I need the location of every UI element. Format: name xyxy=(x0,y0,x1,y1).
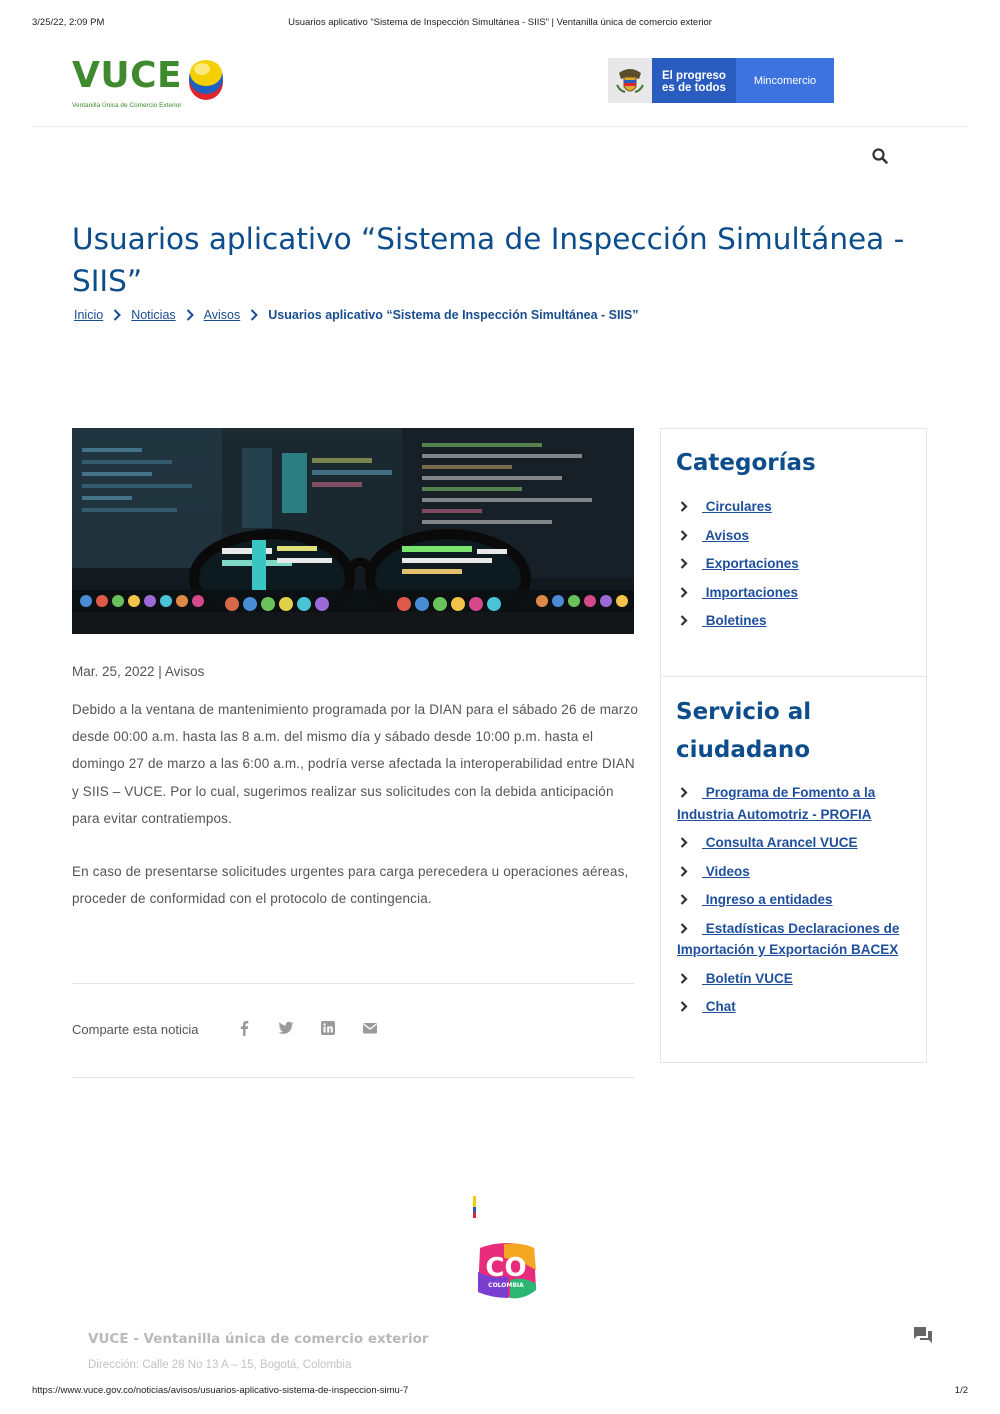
service-link-entidades[interactable]: Ingreso a entidades xyxy=(702,892,833,907)
citizen-service-list xyxy=(677,782,919,1025)
chat-icon xyxy=(912,1325,934,1345)
search-button[interactable] xyxy=(870,146,890,166)
share-email-button[interactable] xyxy=(362,1020,378,1036)
service-item xyxy=(677,782,919,825)
chevron-right-icon xyxy=(680,587,688,598)
logo-subtitle: Ventanilla Única de Comercio Exterior xyxy=(72,102,182,109)
category-link-importaciones[interactable]: Importaciones xyxy=(702,584,799,600)
chevron-right-icon xyxy=(680,530,688,541)
service-item xyxy=(677,918,919,961)
service-item xyxy=(677,968,919,990)
service-link-profia[interactable]: Programa de Fomento a la Industria Automotriz - PROFIA xyxy=(677,785,876,822)
chevron-right-icon xyxy=(680,558,688,569)
sidebar-divider xyxy=(660,676,927,677)
citizen-service-title: Servicio al ciudadano xyxy=(676,699,812,763)
chevron-right-icon xyxy=(250,309,258,321)
breadcrumb-home[interactable]: Inicio xyxy=(74,308,104,322)
service-item xyxy=(677,861,919,883)
service-link-chat[interactable]: Chat xyxy=(702,999,736,1014)
logo-emblem-icon xyxy=(186,56,226,104)
service-item xyxy=(677,889,919,911)
article-paragraph: En caso de presentarse solicitudes urgentes para carga perecedera u operaciones aéreas, proceder de conformidad con el protocolo de contingencia. xyxy=(72,864,629,907)
ministry-label: Mincomercio xyxy=(736,58,834,103)
chevron-right-icon xyxy=(680,787,688,798)
chevron-right-icon xyxy=(680,1001,688,1012)
print-page-number: 1/2 xyxy=(954,1385,968,1396)
search-icon xyxy=(870,146,890,166)
category-item xyxy=(677,582,919,604)
chevron-right-icon xyxy=(680,837,688,848)
share-label: Comparte esta noticia xyxy=(72,1022,199,1037)
flag-stripe xyxy=(473,1196,476,1218)
chevron-right-icon xyxy=(186,309,194,321)
gov-slogan xyxy=(652,58,736,103)
colombia-co-logo xyxy=(474,1240,538,1302)
share-divider-top xyxy=(72,983,634,984)
footer-site-name: VUCE - Ventanilla única de comercio exterior xyxy=(88,1331,429,1347)
share-twitter-button[interactable] xyxy=(278,1020,294,1036)
breadcrumb-notices[interactable]: Avisos xyxy=(203,308,241,322)
category-item xyxy=(677,496,919,518)
footer-address: Dirección: Calle 28 No 13 A – 15, Bogotá, Colombia xyxy=(88,1359,352,1371)
print-url: https://www.vuce.gov.co/noticias/avisos/usuarios-aplicativo-sistema-de-inspeccion-simu-7 xyxy=(32,1385,409,1396)
vuce-logo[interactable] xyxy=(72,56,232,108)
share-facebook-button[interactable] xyxy=(236,1020,252,1036)
chevron-right-icon xyxy=(680,894,688,905)
category-link-exportaciones[interactable]: Exportaciones xyxy=(702,556,799,571)
gov-slogan-line-2: es de todos xyxy=(662,82,726,94)
categories-title: Categorías xyxy=(676,450,816,476)
chevron-right-icon xyxy=(680,615,688,626)
chat-widget-button[interactable] xyxy=(912,1325,934,1345)
category-link-avisos[interactable]: Avisos xyxy=(702,527,750,543)
chevron-right-icon xyxy=(680,501,688,512)
share-linkedin-button[interactable] xyxy=(320,1020,336,1036)
post-meta: Mar. 25, 2022 | Avisos xyxy=(72,664,205,679)
service-link-bacex[interactable]: Estadísticas Declaraciones de Importación y Exportación BACEX xyxy=(677,920,900,957)
chevron-right-icon xyxy=(680,973,688,984)
chevron-right-icon xyxy=(680,923,688,934)
share-divider-bottom xyxy=(72,1077,634,1078)
co-logo-text: CO xyxy=(485,1253,527,1283)
print-datetime: 3/25/22, 2:09 PM xyxy=(32,17,105,28)
category-link-boletines[interactable]: Boletines xyxy=(702,613,767,628)
service-item xyxy=(677,832,919,854)
categories-list xyxy=(677,496,919,639)
article-hero-image xyxy=(72,428,634,634)
service-link-videos[interactable]: Videos xyxy=(702,863,750,879)
breadcrumb xyxy=(72,308,639,322)
breadcrumb-current: Usuarios aplicativo “Sistema de Inspección Simultánea - SIIS” xyxy=(268,308,639,322)
coat-of-arms-icon xyxy=(608,58,652,103)
service-link-boletin[interactable]: Boletín VUCE xyxy=(702,970,793,986)
co-logo-subtext: COLOMBIA xyxy=(488,1282,524,1289)
facebook-icon xyxy=(236,1020,252,1036)
service-item xyxy=(677,996,919,1018)
envelope-icon xyxy=(362,1020,378,1036)
print-page-title: Usuarios aplicativo “Sistema de Inspección Simultánea - SIIS” | Ventanilla única de comercio exterior xyxy=(288,17,712,28)
header-divider xyxy=(32,126,968,127)
logo-wordmark: VUCE xyxy=(72,55,183,96)
category-item xyxy=(677,610,919,632)
linkedin-icon xyxy=(320,1020,336,1036)
gov-slogan-line-1: El progreso xyxy=(662,70,726,82)
government-banner[interactable] xyxy=(608,58,834,103)
article-paragraph: Debido a la ventana de mantenimiento programada por la DIAN para el sábado 26 de marzo desde 00:00 a.m. hasta las 8 a.m. del mismo día y sábado desde 10:00 p.m. hasta el domingo 27 de marzo a las 6:00 a.m., podría verse afectada la interoperabilidad entre DIAN y SIIS – VUCE. Por lo cual, sugerimos realizar sus solicitudes con la debida anticipación para evitar contratiempos. xyxy=(72,702,638,826)
chevron-right-icon xyxy=(113,309,121,321)
category-item xyxy=(677,553,919,575)
twitter-icon xyxy=(278,1020,294,1036)
category-link-circulares[interactable]: Circulares xyxy=(702,499,772,514)
breadcrumb-news[interactable]: Noticias xyxy=(131,308,176,322)
chevron-right-icon xyxy=(680,866,688,877)
page-title: Usuarios aplicativo “Sistema de Inspección Simultánea - SIIS” xyxy=(72,222,905,298)
category-item xyxy=(677,525,919,547)
service-link-arancel[interactable]: Consulta Arancel VUCE xyxy=(702,835,858,850)
